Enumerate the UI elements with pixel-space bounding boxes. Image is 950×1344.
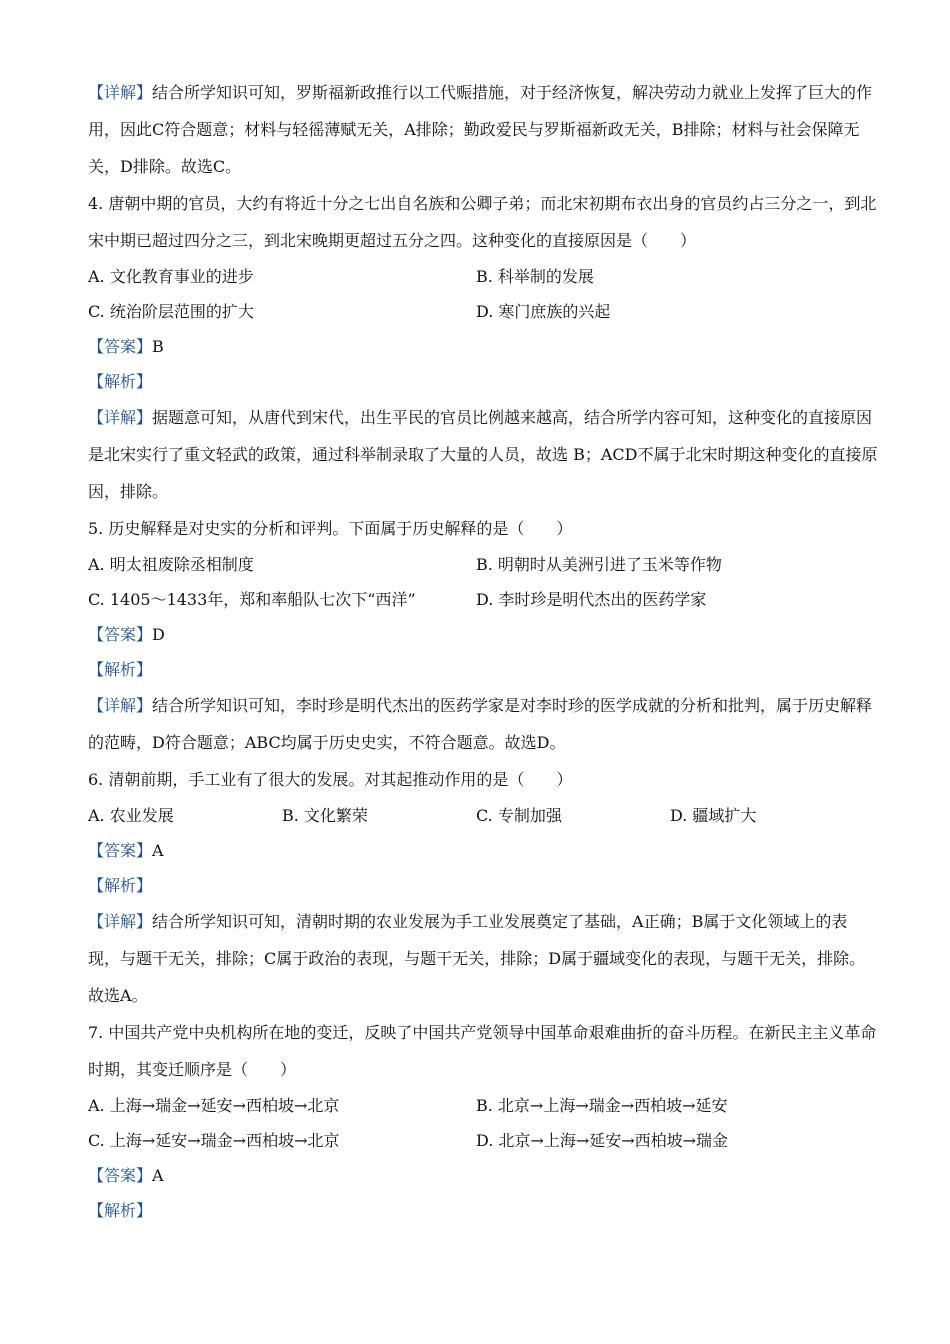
q5-option-b: B. 明朝时从美洲引进了玉米等作物 bbox=[476, 555, 722, 574]
q6-detail bbox=[88, 903, 878, 1014]
q7-options-row-1 bbox=[88, 1088, 878, 1123]
detail-text: 结合所学知识可知，李时珍是明代杰出的医药学家是对李时珍的医学成就的分析和批判，属于历史解释的范畴，D符合题意；ABC均属于历史史实，不符合题意。故选D。 bbox=[88, 696, 873, 752]
q7-option-b: B. 北京→上海→瑞金→西柏坡→延安 bbox=[476, 1096, 728, 1115]
q5-option-a: A. 明太祖废除丞相制度 bbox=[88, 555, 254, 574]
detail-tag: 【详解】 bbox=[88, 83, 153, 102]
q5-options-row-1 bbox=[88, 547, 878, 582]
detail-tag: 【详解】 bbox=[88, 912, 153, 931]
q5-options-row-2 bbox=[88, 582, 878, 617]
answer-value: B bbox=[152, 337, 164, 356]
q4-option-d: D. 寒门庶族的兴起 bbox=[476, 302, 611, 321]
q4-analysis-tag: 【解析】 bbox=[88, 372, 153, 391]
q4-detail bbox=[88, 399, 878, 510]
q5-detail bbox=[88, 687, 878, 761]
answer-tag: 【答案】 bbox=[88, 841, 153, 860]
q7-option-c: C. 上海→延安→瑞金→西柏坡→北京 bbox=[88, 1131, 340, 1150]
detail-tag: 【详解】 bbox=[88, 696, 153, 715]
answer-tag: 【答案】 bbox=[88, 1166, 153, 1185]
q6-answer bbox=[88, 833, 878, 868]
q7-option-a: A. 上海→瑞金→延安→西柏坡→北京 bbox=[88, 1096, 340, 1115]
detail-text: 结合所学知识可知，清朝时期的农业发展为手工业发展奠定了基础，A正确；B属于文化领域上的表现，与题干无关，排除；C属于政治的表现，与题干无关，排除；D属于疆域变化的表现，与题干无关，排除。故选A。 bbox=[88, 912, 866, 1005]
q6-options-row bbox=[88, 798, 878, 833]
q5-analysis-tag: 【解析】 bbox=[88, 660, 153, 679]
q6-option-d: D. 疆域扩大 bbox=[670, 806, 757, 825]
q5-option-d: D. 李时珍是明代杰出的医药学家 bbox=[476, 590, 707, 609]
answer-tag: 【答案】 bbox=[88, 625, 153, 644]
detail-text: 据题意可知，从唐代到宋代，出生平民的官员比例越来越高，结合所学内容可知，这种变化的直接原因是北宋实行了重文轻武的政策，通过科举制录取了大量的人员，故选 B；ACD不属于北宋时期这种变化的直接原因，排除。 bbox=[88, 408, 878, 501]
answer-tag: 【答案】 bbox=[88, 337, 153, 356]
q7-option-d: D. 北京→上海→延安→西柏坡→瑞金 bbox=[476, 1131, 729, 1150]
q5-stem: 5. 历史解释是对史实的分析和评判。下面属于历史解释的是（ ） bbox=[88, 519, 573, 538]
q6-option-c: C. 专制加强 bbox=[476, 806, 562, 825]
q4-option-a: A. 文化教育事业的进步 bbox=[88, 267, 254, 286]
q7-options-row-2 bbox=[88, 1123, 878, 1158]
q7-analysis-tag: 【解析】 bbox=[88, 1201, 153, 1220]
answer-value: A bbox=[152, 1166, 164, 1185]
q7-answer bbox=[88, 1158, 878, 1193]
q6-stem: 6. 清朝前期，手工业有了很大的发展。对其起推动作用的是（ ） bbox=[88, 770, 573, 789]
q6-option-b: B. 文化繁荣 bbox=[282, 806, 368, 825]
answer-value: A bbox=[152, 841, 164, 860]
q6-analysis-tag: 【解析】 bbox=[88, 876, 153, 895]
document-page bbox=[88, 74, 878, 1228]
q4-options-row-2 bbox=[88, 294, 878, 329]
detail-text: 结合所学知识可知，罗斯福新政推行以工代赈措施，对于经济恢复，解决劳动力就业上发挥了巨大的作用，因此C符合题意；材料与轻徭薄赋无关，A排除；勤政爱民与罗斯福新政无关，B排除；材料与社会保障无关，D排除。故选C。 bbox=[88, 83, 873, 176]
q4-stem: 4. 唐朝中期的官员，大约有将近十分之七出自名族和公卿子弟；而北宋初期布衣出身的官员约占三分之一，到北宋中期已超过四分之三，到北宋晚期更超过五分之四。这种变化的直接原因是（ ） bbox=[88, 194, 877, 250]
q4-option-c: C. 统治阶层范围的扩大 bbox=[88, 302, 254, 321]
detail-tag: 【详解】 bbox=[88, 408, 153, 427]
q4-answer bbox=[88, 329, 878, 364]
q6-option-a: A. 农业发展 bbox=[88, 806, 174, 825]
q7-stem: 7. 中国共产党中央机构所在地的变迁，反映了中国共产党领导中国革命艰难曲折的奋斗历程。在新民主主义革命时期，其变迁顺序是（ ） bbox=[88, 1023, 877, 1079]
q3-detail bbox=[88, 74, 878, 185]
q5-option-c: C. 1405～1433年，郑和率船队七次下“西洋” bbox=[88, 590, 416, 609]
q5-answer bbox=[88, 617, 878, 652]
answer-value: D bbox=[152, 625, 165, 644]
q4-option-b: B. 科举制的发展 bbox=[476, 267, 594, 286]
q4-options-row-1 bbox=[88, 259, 878, 294]
